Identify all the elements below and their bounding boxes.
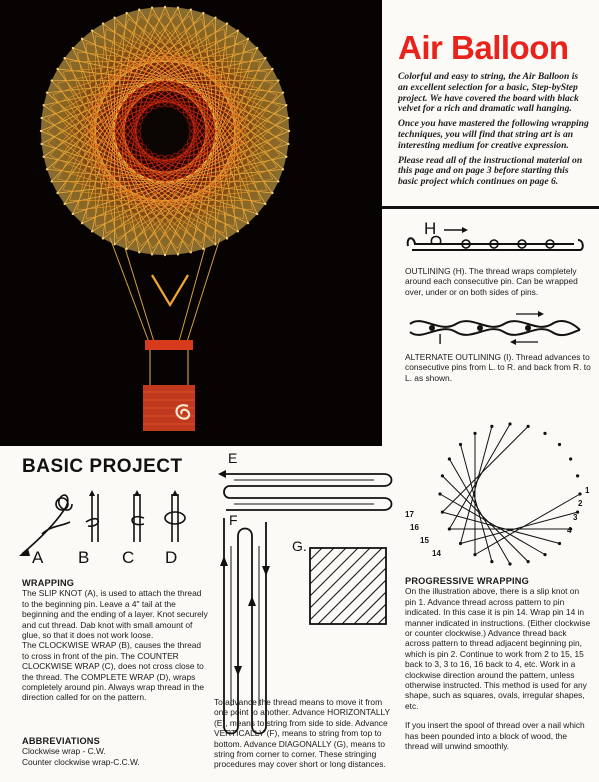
knot-label-d: D: [165, 548, 178, 567]
section-divider: [382, 206, 599, 209]
outlining-text: OUTLINING (H). The thread wraps completely around each consecutive pin. Can be wrapped over, under or on both sides of pins.: [405, 266, 578, 297]
advance-label-e: E: [228, 450, 238, 466]
pin-number: 15: [420, 536, 429, 545]
wrapping-paragraph: The CLOCKWISE WRAP (B), causes the thread to cross in front of the pin. The COUNTER CLOCKWISE WRAP (C), does not cross close to the thread. The COMPLETE WRAP (D), wraps completely around pin. Always wrap thread in the direction called for on the pattern.: [22, 640, 205, 703]
pin-number: 2: [578, 499, 583, 508]
intro-paragraph: Please read all of the instructional material on this page and on page 3 before starting this basic project which continues on page 6.: [398, 154, 583, 188]
wrapping-heading: WRAPPING: [22, 578, 75, 588]
alternate-outlining-text: ALTERNATE OUTLINING (I). Thread advances to consecutive pins from L. to R. and back from R. to L. as shown.: [405, 352, 591, 383]
page-title: Air Balloon: [398, 29, 569, 66]
abbreviation-item: Counter clockwise wrap-C.C.W.: [22, 756, 140, 767]
basic-project-heading: BASIC PROJECT: [22, 456, 183, 477]
balloon-photo: [0, 0, 382, 446]
advance-label-g: G.: [292, 538, 307, 554]
wrapping-section: [22, 578, 210, 703]
intro-text: [398, 72, 590, 192]
advance-label-f: F: [229, 512, 238, 528]
knot-label-b: B: [78, 548, 90, 567]
pin-number: 16: [410, 523, 419, 532]
progressive-wrapping-section: [405, 576, 591, 752]
advance-text: To advance the thread means to move it from one point to another. Advance HORIZONTALLY (E), means to string from side to side. Advance VERTICALLY (F), means to string from top to bottom. Advance DIAGONALLY (G), means to string from corner to corner. These stringing procedures may cover short or long distances.: [214, 697, 390, 770]
pin-number: 3: [573, 513, 578, 522]
knot-label-a: A: [32, 548, 44, 567]
balloon-string-art-image: [0, 0, 382, 446]
intro-paragraph: Once you have mastered the following wrapping techniques, you will find that string art is an interesting medium for creative expression.: [398, 118, 589, 151]
wrapping-paragraph: The SLIP KNOT (A), is used to attach the thread to the beginning pin. Leave a 4" tail at the beginning and the ending of a layer. Knot securely and cut thread. Dab knot with small amount of glue, so that it does not work loose.: [22, 588, 208, 641]
pin-number: 17: [405, 510, 414, 519]
abbreviation-item: Clockwise wrap - C.W.: [22, 746, 106, 757]
pin-number: 1: [585, 486, 590, 495]
abbreviations-section: [22, 736, 210, 767]
knot-label-c: C: [122, 548, 135, 567]
progressive-wrapping-diagram: [400, 420, 590, 580]
progressive-wrapping-heading: PROGRESSIVE WRAPPING: [405, 576, 529, 586]
pin-number: 14: [432, 549, 441, 558]
progressive-paragraph: On the illustration above, there is a slip knot on pin 1. Advance thread across pattern to pin indicated. In this case it is pin 14. Wrap pin 14 in manner indicated in instructions. (Either clockwise or counter clockwise.) Advance thread back across pattern to thread adjacent beginning pin, which is pin 2. Continue to work from 2 to 15, 15 back to 3, 3 to 16, 16 back to 4, etc. Work in a clockwise direction around the pattern, unless otherwise instructed. This method is used for any shape, such as squares, ovals, irregular shapes, etc.: [405, 586, 591, 711]
abbreviations-heading: ABBREVIATIONS: [22, 736, 100, 746]
progressive-paragraph: If you insert the spool of thread over a nail which has been pounded into a block of wood, the thread will unwind smoothly.: [405, 720, 585, 752]
intro-paragraph: Colorful and easy to string, the Air Balloon is an excellent selection for a basic, Step-byStep project. We have covered the board with black velvet for a rich and dramatic wall hanging.: [398, 71, 579, 115]
alternate-outlining-label: I: [438, 331, 443, 348]
outlining-label: H: [424, 219, 437, 238]
alternate-outlining-diagram: [404, 310, 584, 346]
pin-number: 4: [567, 526, 572, 535]
